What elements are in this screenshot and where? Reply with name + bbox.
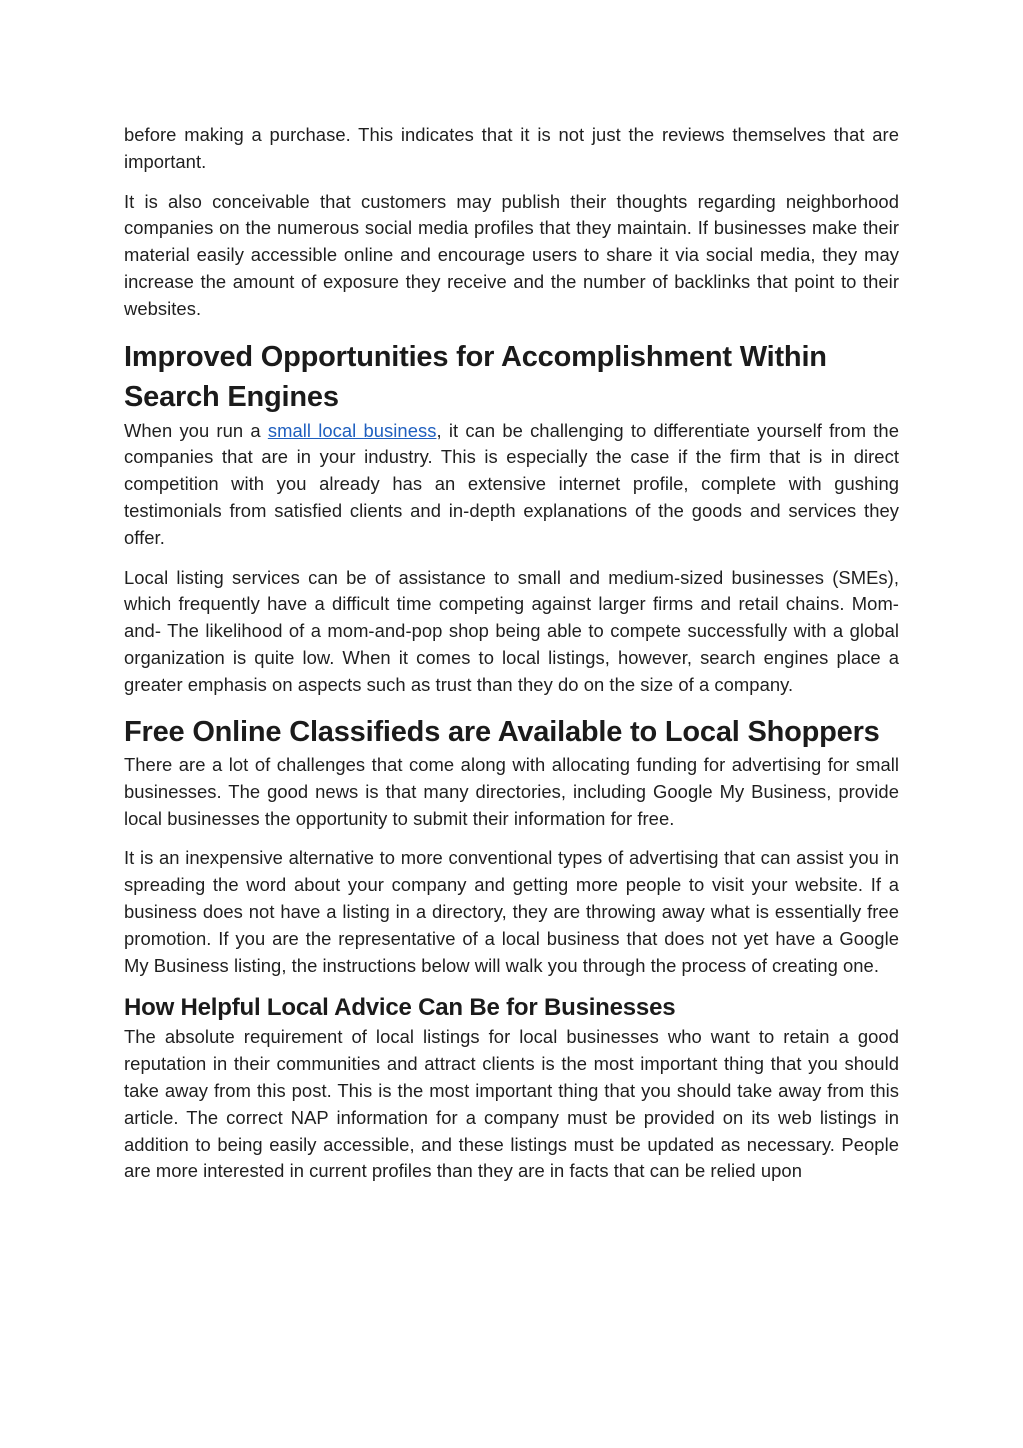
document-page — [124, 122, 899, 1198]
paragraph-text-rest: , it can be challenging to differentiate yourself from the companies that are in your industry. This is especially the case if the firm that is in direct competition with you already has an extensive internet profile, complete with gushing testimonials from satisfied clients and in-depth explanations of the goods and services they offer. — [124, 419, 899, 548]
paragraph-local-listing-services: Local listing services can be of assistance to small and medium-sized businesses (SMEs), which frequently have a difficult time competing against larger firms and retail chains. Mom-and- The likelihood of a mom-and-pop shop being able to compete successfully with a global organization is quite low. When it comes to local listings, however, search engines place a greater emphasis on aspects such as trust than they do on the size of a company. — [124, 566, 899, 695]
paragraph-reviews-importance: before making a purchase. This indicates that it is not just the reviews themselves that are important. — [124, 124, 899, 172]
heading-improved-opportunities: Improved Opportunities for Accomplishment Within Search Engines — [124, 340, 827, 414]
heading-free-online-classifieds: Free Online Classifieds are Available to Local Shoppers — [124, 715, 880, 748]
heading-helpful-local-advice: How Helpful Local Advice Can Be for Businesses — [124, 994, 676, 1022]
paragraph-advertising-funding: There are a lot of challenges that come along with allocating funding for advertising for small businesses. The good news is that many directories, including Google My Business, provide local businesses the opportunity to submit their information for free. — [124, 754, 899, 829]
paragraph-text-lead: When you run a — [124, 419, 268, 441]
paragraph-local-listings-requirement: The absolute requirement of local listings for local businesses who want to retain a good reputation in their communities and attract clients is the most important thing that you should take away from this post. This is the most important thing that you should take away from this article. The correct NAP information for a company must be provided on its web listings in addition to being easily accessible, and these listings must be updated as necessary. People are more interested in current profiles than they are in facts that can be relied upon — [124, 1026, 899, 1182]
paragraph-social-media: It is also conceivable that customers may publish their thoughts regarding neighborhood companies on the numerous social media profiles that they maintain. If businesses make their material easily accessible online and encourage users to share it via social media, they may increase the amount of exposure they receive and the number of backlinks that point to their websites. — [124, 190, 899, 319]
small-local-business-link[interactable]: small local business — [267, 419, 437, 441]
paragraph-inexpensive-alternative: It is an inexpensive alternative to more conventional types of advertising that can assist you in spreading the word about your company and getting more people to visit your website. If a business does not have a listing in a directory, they are throwing away what is essentially free promotion. If you are the representative of a local business that does not yet have a Google My Business listing, the instructions below will walk you through the process of creating one. — [124, 847, 899, 976]
paragraph-small-business — [124, 418, 899, 552]
